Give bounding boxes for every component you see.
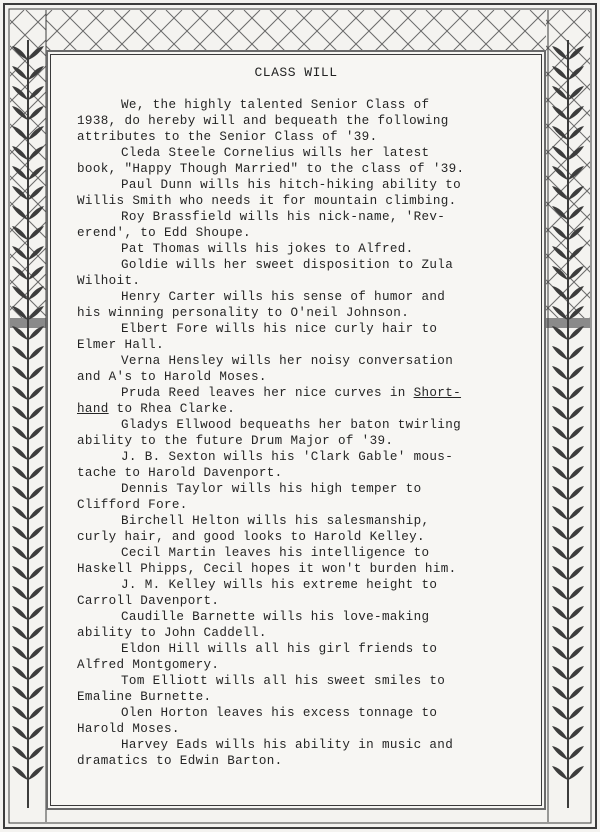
will-line: Goldie wills her sweet disposition to Zula <box>121 258 454 272</box>
will-line: attributes to the Senior Class of '39. <box>77 130 378 144</box>
will-line: and A's to Harold Moses. <box>77 370 267 384</box>
will-line: Pruda Reed leaves her nice curves in Short- <box>121 386 462 400</box>
will-line: Elbert Fore wills his nice curly hair to <box>121 322 438 336</box>
will-line: Dennis Taylor wills his high temper to <box>121 482 422 496</box>
will-line: Harvey Eads wills his ability in music and <box>121 738 454 752</box>
will-line: his winning personality to O'neil Johnson. <box>77 306 410 320</box>
will-line: Willis Smith who needs it for mountain climbing. <box>77 194 457 208</box>
will-line: J. M. Kelley wills his extreme height to <box>121 578 438 592</box>
will-line: Birchell Helton wills his salesmanship, <box>121 514 430 528</box>
vine-right <box>552 40 584 808</box>
lattice-band-left <box>10 318 50 328</box>
lattice-top <box>0 10 600 52</box>
will-line: We, the highly talented Senior Class of <box>121 98 430 112</box>
will-line: hand to Rhea Clarke. <box>77 402 236 416</box>
will-line: Haskell Phipps, Cecil hopes it won't burden him. <box>77 562 457 576</box>
will-line: erend', to Edd Shoupe. <box>77 226 251 240</box>
will-line: Henry Carter wills his sense of humor and <box>121 290 446 304</box>
will-line: ability to John Caddell. <box>77 626 267 640</box>
will-line: Paul Dunn wills his hitch-hiking ability to <box>121 178 462 192</box>
will-line: Emaline Burnette. <box>77 690 212 704</box>
will-line: curly hair, and good looks to Harold Kelley. <box>77 530 425 544</box>
page-title: CLASS WILL <box>254 65 338 80</box>
will-line: book, "Happy Though Married" to the class of '39. <box>77 162 465 176</box>
will-line: Caudille Barnette wills his love-making <box>121 610 430 624</box>
will-line: Elmer Hall. <box>77 338 164 352</box>
will-line: Wilhoit. <box>77 274 141 288</box>
will-line: Eldon Hill wills all his girl friends to <box>121 642 438 656</box>
will-line: Gladys Ellwood bequeaths her baton twirling <box>121 418 462 432</box>
will-line: ability to the future Drum Major of '39. <box>77 434 394 448</box>
will-line: Clifford Fore. <box>77 498 188 512</box>
will-line: 1938, do hereby will and bequeath the following <box>77 114 449 128</box>
class-will-panel <box>50 54 542 806</box>
vine-left <box>12 40 44 808</box>
will-line: tache to Harold Davenport. <box>77 466 283 480</box>
will-line: Harold Moses. <box>77 722 180 736</box>
will-line: Pat Thomas wills his jokes to Alfred. <box>121 242 414 256</box>
will-line: Cecil Martin leaves his intelligence to <box>121 546 430 560</box>
will-line: J. B. Sexton wills his 'Clark Gable' mous- <box>121 450 454 464</box>
will-line: dramatics to Edwin Barton. <box>77 754 283 768</box>
will-line: Tom Elliott wills all his sweet smiles to <box>121 674 446 688</box>
will-line: Carroll Davenport. <box>77 594 220 608</box>
will-line: Alfred Montgomery. <box>77 658 220 672</box>
will-line: Verna Hensley wills her noisy conversation <box>121 354 454 368</box>
will-line: Roy Brassfield wills his nick-name, 'Rev- <box>121 210 446 224</box>
underlined-word: hand <box>77 402 109 416</box>
will-line: Cleda Steele Cornelius wills her latest <box>121 146 430 160</box>
underlined-word: Short- <box>413 386 462 400</box>
will-line: Olen Horton leaves his excess tonnage to <box>121 706 438 720</box>
